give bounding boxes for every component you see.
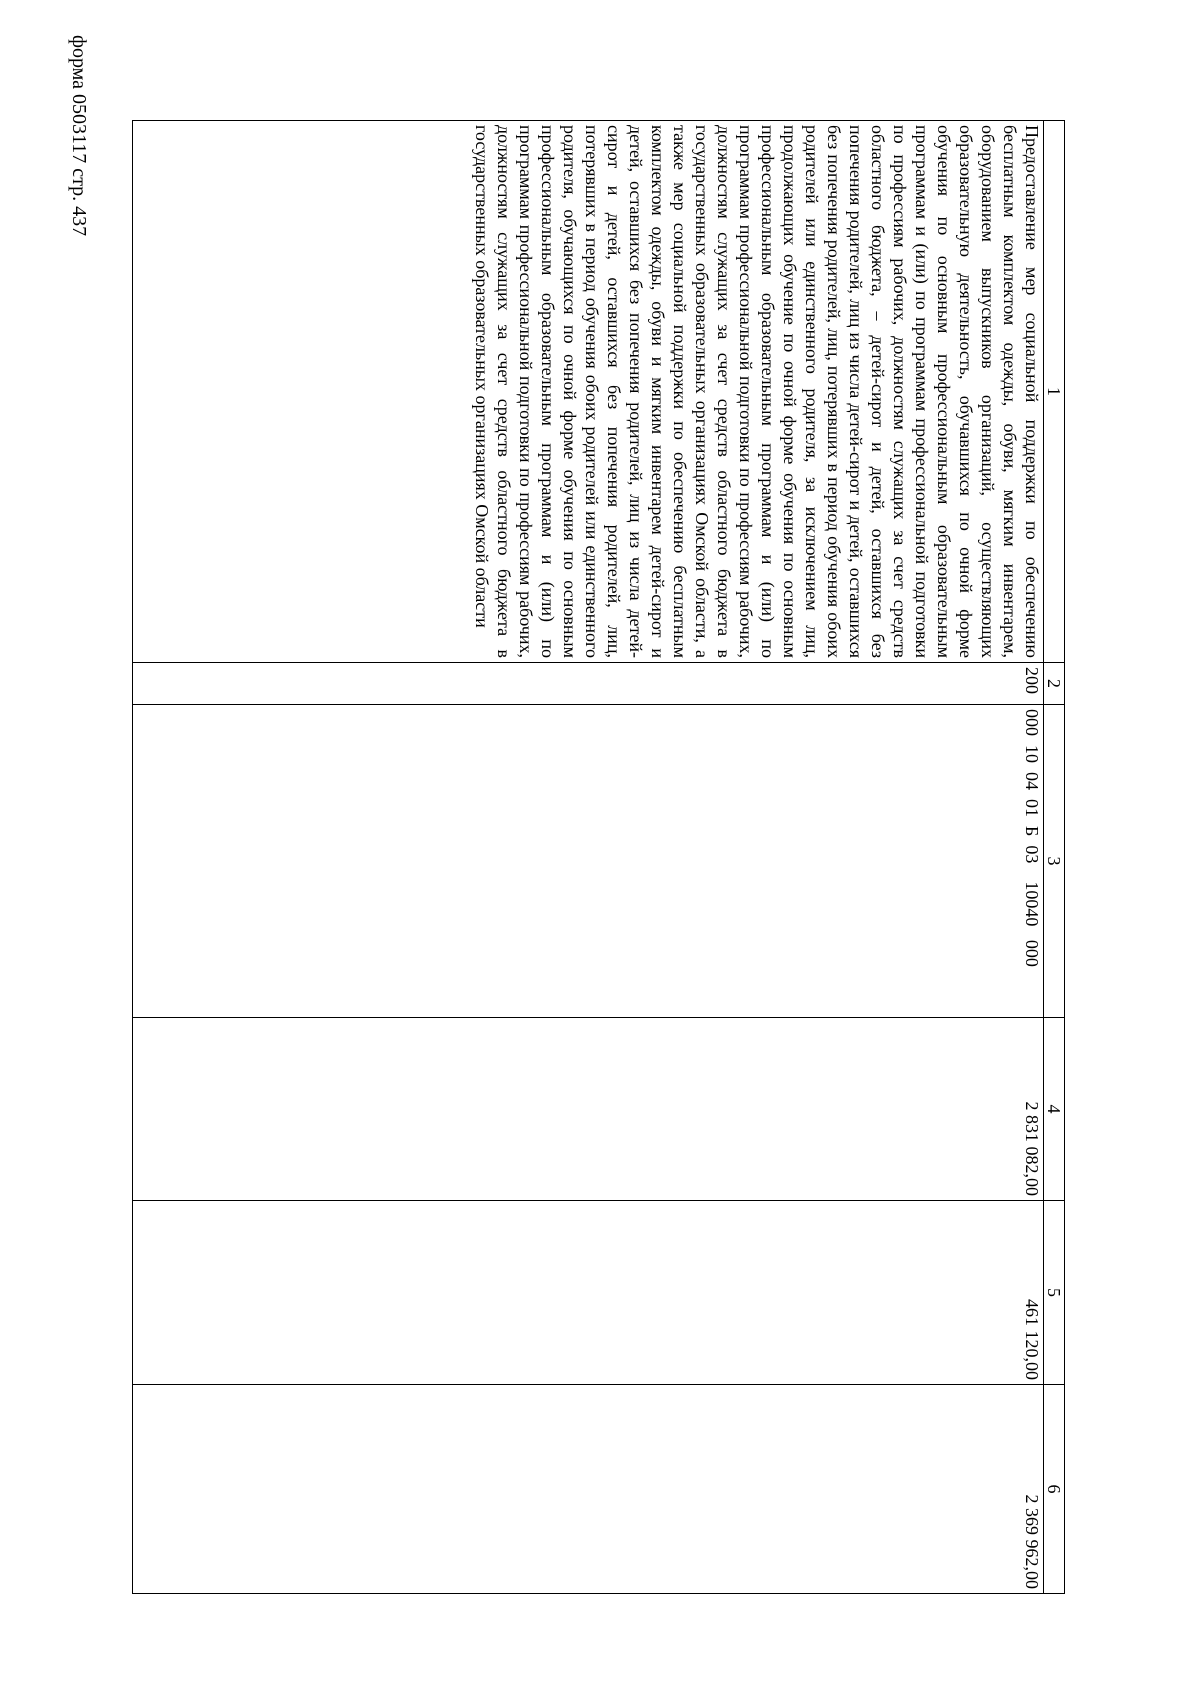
row-unexecuted-amount: 2 369 962,00 [133, 1385, 1044, 1594]
table-row [133, 121, 1044, 1594]
row-approved-amount: 2 831 082,00 [133, 1018, 1044, 1201]
column-number-2: 2 [1044, 663, 1065, 705]
column-number-6: 6 [1044, 1385, 1065, 1594]
budget-table [132, 120, 1065, 1594]
column-number-3: 3 [1044, 705, 1065, 1018]
form-label: форма 0503117 стр. 437 [68, 35, 90, 237]
row-line-code: 200 [133, 663, 1044, 705]
column-number-5: 5 [1044, 1201, 1065, 1385]
column-number-1: 1 [1044, 121, 1065, 663]
row-description: Предоставление мер социальной поддержки по обеспечению бесплатным комплектом одежды, обуви, мягким инвентарем, оборудованием выпускников организаций, осуществляющих образовательную деятельность, обучавшихся по очной форме обучения по основным профессиональным образовательным программам и (или) по программам профессиональной подготовки по профессиям рабочих, должностям служащих за счет средств областного бюджета, – детей-сирот и детей, оставшихся без попечения родителей, лиц из числа детей-сирот и детей, оставшихся без попечения родителей, лиц, потерявших в период обучения обоих родителей или единственного родителя, за исключением лиц, продолжающих обучение по очной форме обучения по основным профессиональным образовательным программам и (или) по программам профессиональной подготовки по профессиям рабочих, должностям служащих за счет средств областного бюджета в государственных образовательных организациях Омской области, а также мер социальной поддержки по обеспечению бесплатным комплектом одежды, обуви и мягким инвентарем детей-сирот и детей, оставшихся без попечения родителей, лиц из числа детей-сирот и детей, оставшихся без попечения родителей, лиц, потерявших в период обучения обоих родителей или единственного родителя, обучающихся по очной форме обучения по основным профессиональным образовательным программам и (или) по программам профессиональной подготовки по профессиям рабочих, должностям служащих за счет средств областного бюджета в государственных образовательных организациях Омской области [133, 121, 1044, 663]
row-executed-amount: 461 120,00 [133, 1201, 1044, 1385]
column-number-4: 4 [1044, 1018, 1065, 1201]
column-number-row [1044, 121, 1065, 1594]
row-classification-code: 000 10 04 01 Б 03 10040 000 [133, 705, 1044, 1018]
